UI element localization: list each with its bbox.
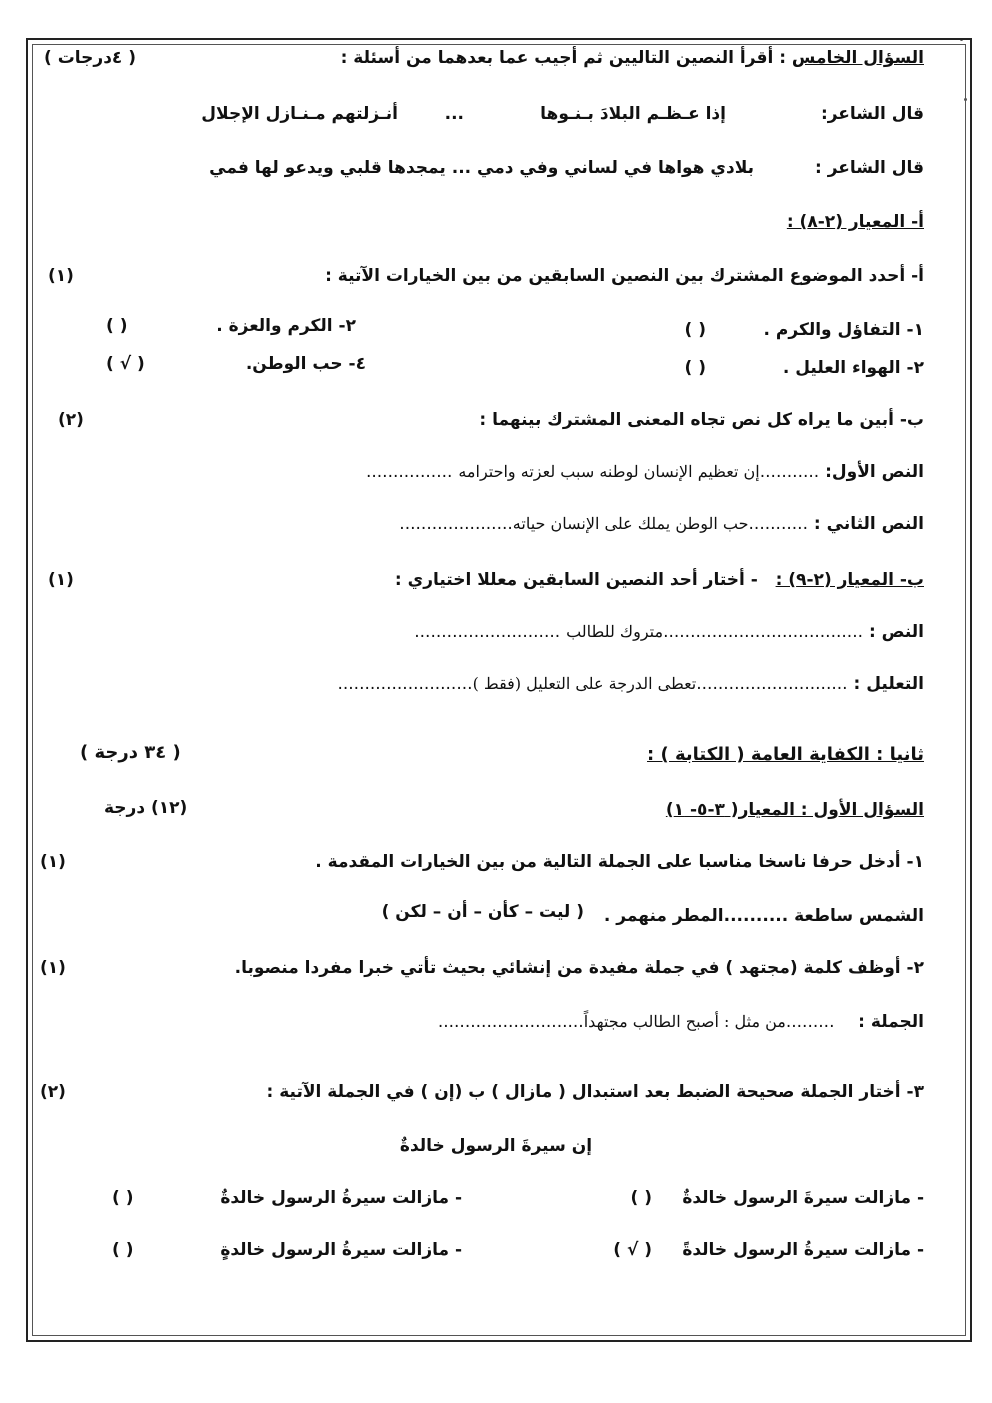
q5-title: السؤال الخامس (791, 48, 924, 68)
standard-a-question-a: أ- أحدد الموضوع المشترك بين النصين السابقين من بين الخيارات الآتية : (325, 266, 924, 286)
item3-option-4-box: ( ) (112, 1240, 134, 1260)
standard-a-question-b: ب- أبين ما يراه كل نص تجاه المعنى المشترك بينهما : (479, 410, 924, 430)
option-3-box: ( ) (684, 358, 706, 378)
item1-marks: (١) (40, 852, 66, 872)
poet1-half2: أنـزلتهم مـنـازل الإجلال (201, 104, 398, 124)
reason-label: التعليل : (853, 674, 924, 694)
option-1-label: ١- التفاؤل والكرم . (763, 320, 924, 340)
text-choice-label: النص : (868, 622, 924, 642)
option-4-label: ٤- حب الوطن. (245, 354, 366, 374)
text1-label: النص الأول: (825, 462, 924, 482)
poet1-sep: ... (444, 104, 464, 124)
item1-question: ١- أدخل حرفا ناسخا مناسبا على الجملة التالية من بين الخيارات المقدمة . (315, 852, 924, 872)
item2-row (438, 1012, 924, 1032)
part2-marks: ( ٣٤ درجة ) (80, 742, 181, 763)
option-2-label: ٢- الكرم والعزة . (216, 316, 356, 336)
part2-q1-marks: (١٢) درجة (104, 798, 188, 818)
item3-option-3-box: ( √ ) (613, 1240, 652, 1260)
item2-label: الجملة : (858, 1012, 924, 1032)
item2-question: ٢- أوظف كلمة (مجتهد ) في جملة مفيدة من إنشائي بحيث تأتي خبرا مفردا منصوبا. (234, 958, 924, 978)
q5-heading (341, 48, 924, 68)
item3-option-3-label: - مازالت سيرةُ الرسول خالدةً (682, 1240, 924, 1260)
option-1-box: ( ) (684, 320, 706, 340)
reason-answer: تعطى الدرجة على التعليل (فقط ) (472, 674, 697, 693)
poet1-half1: إذا عـظـم البلادَ بـنـوها (540, 104, 726, 124)
text1-dots-a: ........... (759, 462, 820, 482)
reason-dots-a: ............................ (696, 674, 848, 694)
option-4-box: ( √ ) (106, 354, 145, 374)
standard-b-row (395, 570, 924, 590)
item3-option-2-label: - مازالت سيرةُ الرسول خالدةٌ (220, 1188, 462, 1208)
text-choice-answer: متروك للطالب (566, 622, 664, 641)
standard-a-question-a-marks: (١) (48, 266, 74, 286)
text1-dots-b: ................ (365, 462, 453, 482)
text2-row (399, 514, 924, 534)
poet2-label: قال الشاعر : (815, 158, 924, 178)
item3-option-1-box: ( ) (630, 1188, 652, 1208)
standard-b-title: ب- المعيار (٢-٩) : (775, 570, 924, 590)
item3-sentence: إن سيرةَ الرسول خالدةٌ (399, 1136, 593, 1156)
text2-answer: حب الوطن يملك على الإنسان حياته (512, 514, 749, 533)
item1-sentence: الشمس ساطعة ..........المطر منهمر . (603, 906, 924, 926)
text2-dots-b: ..................... (399, 514, 513, 534)
reason-row (337, 674, 924, 694)
item3-marks: (٢) (40, 1082, 66, 1102)
item2-marks: (١) (40, 958, 66, 978)
option-3-label: ٢- الهواء العليل . (782, 358, 924, 378)
item2-dots-b: ........................... (437, 1012, 584, 1032)
item3-option-4-label: - مازالت سيرةُ الرسول خالدةٍ (220, 1240, 462, 1260)
text-choice-dots-b: ........................... (414, 622, 561, 642)
text2-dots-a: ........... (748, 514, 808, 534)
item3-question: ٣- أختار الجملة صحيحة الضبط بعد استبدال ( مازال ) ب (إن ) في الجملة الآتية : (266, 1082, 924, 1102)
standard-a-title: أ- المعيار (٢-٨) : (786, 212, 924, 232)
q5-instruction: : أقرأ النصين التاليين ثم أجيب عما بعدهما من أسئلة : (340, 48, 786, 68)
standard-a-question-b-marks: (٢) (58, 410, 84, 430)
standard-b-question: - أختار أحد النصين السابقين معللا اختياري : (394, 570, 758, 590)
text1-answer: إن تعظيم الإنسان لوطنه سبب لعزته واحترامه (458, 462, 760, 481)
text1-row (366, 462, 924, 482)
poet2-verse: بلادي هواها في لساني وفي دمي ... يمجدها قلبي ويدعو لها فمي (209, 158, 754, 178)
item3-option-2-box: ( ) (112, 1188, 134, 1208)
part2-title: ثانيا : الكفاية العامة ( الكتابة ) : (647, 744, 924, 765)
text-choice-row (414, 622, 924, 642)
q5-marks: ( ٤درجات ) (44, 48, 137, 68)
reason-dots-b: ......................... (337, 674, 473, 694)
poet1-label: قال الشاعر: (820, 104, 924, 124)
item3-option-1-label: - مازالت سيرةَ الرسول خالدةٌ (682, 1188, 924, 1208)
item1-choices: ( ليت – كأن – أن – لكن ) (381, 902, 584, 922)
text2-label: النص الثاني : (813, 514, 924, 534)
item2-dots-a: ......... (785, 1012, 835, 1032)
standard-b-marks: (١) (48, 570, 74, 590)
item2-answer: من مثل : أصبح الطالب مجتهداً (583, 1012, 786, 1031)
option-2-box: ( ) (106, 316, 128, 336)
text-choice-dots-a: ..................................... (663, 622, 864, 642)
part2-q1-title: السؤال الأول : المعيار( ٣-٥- ١) (665, 800, 924, 820)
